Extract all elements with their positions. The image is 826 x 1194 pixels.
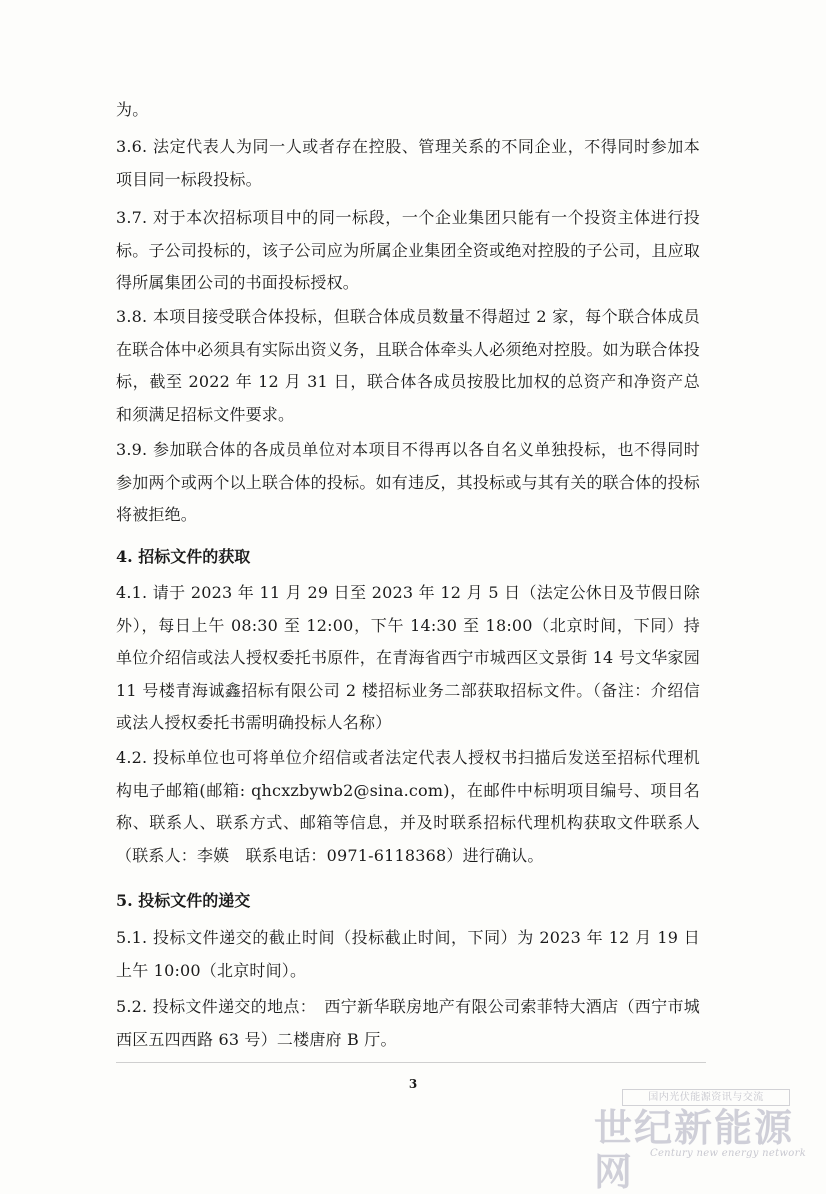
- paragraph-4-2: 4.2. 投标单位也可将单位介绍信或者法定代表人授权书扫描后发送至招标代理机构电子邮箱(邮箱: qhcxzbywb2@sina.com)，在邮件中标明项目编号、项目名称、联系人、联系方式、邮箱等信息，并及时联系招标代理机构获取文件联系人（联系人：李媖 联系电话：0971-6118368）进行确认。: [116, 748, 700, 865]
- paragraph-5-2: 5.2. 投标文件递交的地点： 西宁新华联房地产有限公司索菲特大酒店（西宁市城西区五四西路 63 号）二楼唐府 B 厅。: [116, 997, 700, 1049]
- watermark-logo-text: 世纪新能源网: [594, 1106, 795, 1194]
- paragraph-3-7: 3.7. 对于本次招标项目中的同一标段，一个企业集团只能有一个投资主体进行投标。子公司投标的，该子公司应为所属企业集团全资或绝对控股的子公司，且应取得所属集团公司的书面投标授权。: [116, 208, 700, 293]
- footer-divider: [116, 1062, 706, 1063]
- paragraph-3-6: 3.6. 法定代表人为同一人或者存在控股、管理关系的不同企业，不得同时参加本项目同一标段投标。: [116, 137, 700, 189]
- watermark-subtitle: 国内光伏能源资讯与交流: [622, 1089, 790, 1106]
- section-heading-5: 5. 投标文件的递交: [116, 891, 251, 910]
- paragraph-3-9: 3.9. 参加联合体的各成员单位对本项目不得再以各自名义单独投标，也不得同时参加两个或两个以上联合体的投标。如有违反，其投标或与其有关的联合体的投标将被拒绝。: [116, 440, 700, 525]
- paragraph-4-1: 4.1. 请于 2023 年 11 月 29 日至 2023 年 12 月 5 日（法定公休日及节假日除外），每日上午 08:30 至 12:00，下午 14:30 至 18:00（北京时间，下同）持单位介绍信或法人授权委托书原件，在青海省西宁市城西区文景街 14 号文华家园 11 号楼青海诚鑫招标有限公司 2 楼招标业务二部获取招标文件。（备注：介绍信或法人授权委托书需明确投标人名称）: [116, 583, 700, 733]
- section-heading-4: 4. 招标文件的获取: [116, 547, 251, 566]
- page-number: 3: [408, 1077, 418, 1091]
- paragraph-continuation: 为。: [116, 100, 149, 119]
- paragraph-5-1: 5.1. 投标文件递交的截止时间（投标截止时间，下同）为 2023 年 12 月 19 日上午 10:00（北京时间）。: [116, 928, 700, 980]
- paragraph-3-8: 3.8. 本项目接受联合体投标，但联合体成员数量不得超过 2 家，每个联合体成员在联合体中必须具有实际出资义务，且联合体牵头人必须绝对控股。如为联合体投标，截至 2022 年 12 月 31 日，联合体各成员按股比加权的总资产和净资产总和须满足招标文件要求。: [116, 307, 700, 424]
- watermark-english: Century new energy network: [650, 1148, 807, 1159]
